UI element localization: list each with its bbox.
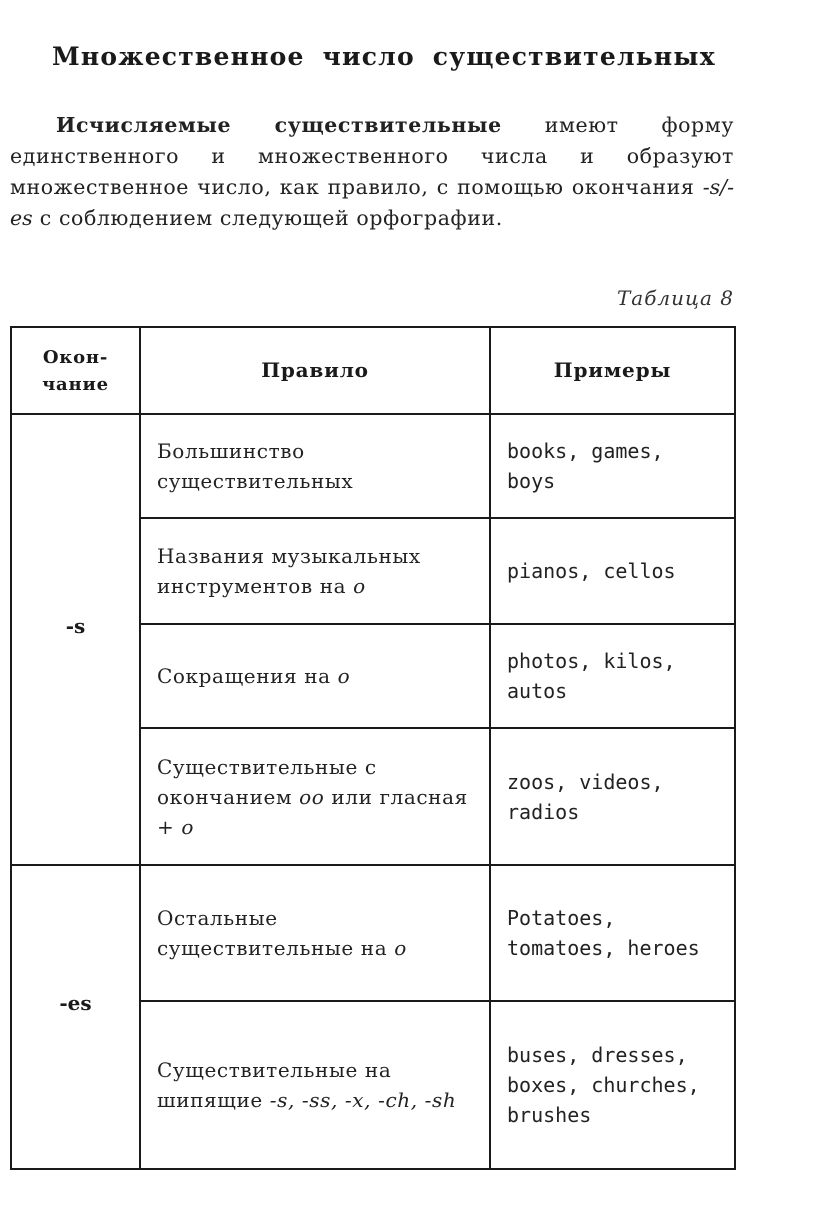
page-title: Множественное число существительных	[52, 42, 716, 71]
rule-cell	[140, 624, 490, 728]
examples-cell: buses, dresses, boxes, churches, brushes	[490, 1001, 735, 1169]
intro-text-before: имеют форму единственного и множественного числа и образуют множественное число, как правило, с помощью окончания	[10, 113, 734, 199]
rule-text: Названия музыкальных инструментов на	[157, 544, 421, 598]
table-header-row	[11, 327, 735, 414]
rule-cell	[140, 518, 490, 624]
plural-rules-table	[10, 326, 736, 1170]
examples-cell: pianos, cellos	[490, 518, 735, 624]
rule-cell	[140, 728, 490, 865]
examples-cell: books, games, boys	[490, 414, 735, 518]
rule-cell	[140, 865, 490, 1001]
ending-cell-es	[11, 865, 140, 1169]
ending-label: -s	[65, 613, 86, 638]
header-ending	[11, 327, 140, 414]
rule-mark: o	[337, 664, 351, 688]
rule-cell	[140, 1001, 490, 1169]
rule-mark: oo	[299, 784, 325, 809]
header-rule: Правило	[140, 327, 490, 414]
rule-text: или гласная +	[157, 784, 468, 839]
ending-label: -es	[59, 991, 92, 1015]
rule-mark: o	[353, 574, 366, 598]
table-row	[11, 865, 735, 1001]
table-row	[11, 414, 735, 518]
intro-text-after: с соблюдением следующей орфографии.	[32, 206, 503, 230]
examples-cell: Potatoes, tomatoes, heroes	[490, 865, 735, 1001]
intro-paragraph	[10, 110, 734, 234]
rule-text: Сокращения на	[157, 664, 338, 688]
rule-text: Существительные с окончанием	[157, 754, 377, 809]
header-examples: Примеры	[490, 327, 735, 414]
intro-lead: Исчисляемые существительные	[56, 113, 502, 137]
ending-cell-s	[11, 414, 140, 865]
rule-text: Существительные на шипящие	[157, 1058, 392, 1112]
rule-mark: o	[181, 814, 194, 839]
examples-cell: photos, kilos, autos	[490, 624, 735, 728]
rule-cell: Большинство существительных	[140, 414, 490, 518]
ending-marker: -s/-es	[10, 175, 734, 230]
header-ending-label: Окон-чание	[42, 346, 109, 395]
rule-text: Остальные существительные на	[157, 906, 395, 960]
examples-cell: zoos, videos, radios	[490, 728, 735, 865]
rule-mark: o	[394, 936, 407, 960]
rule-mark: -s, -ss, -x, -ch, -sh	[269, 1088, 457, 1112]
table-caption: Таблица 8	[616, 286, 734, 310]
